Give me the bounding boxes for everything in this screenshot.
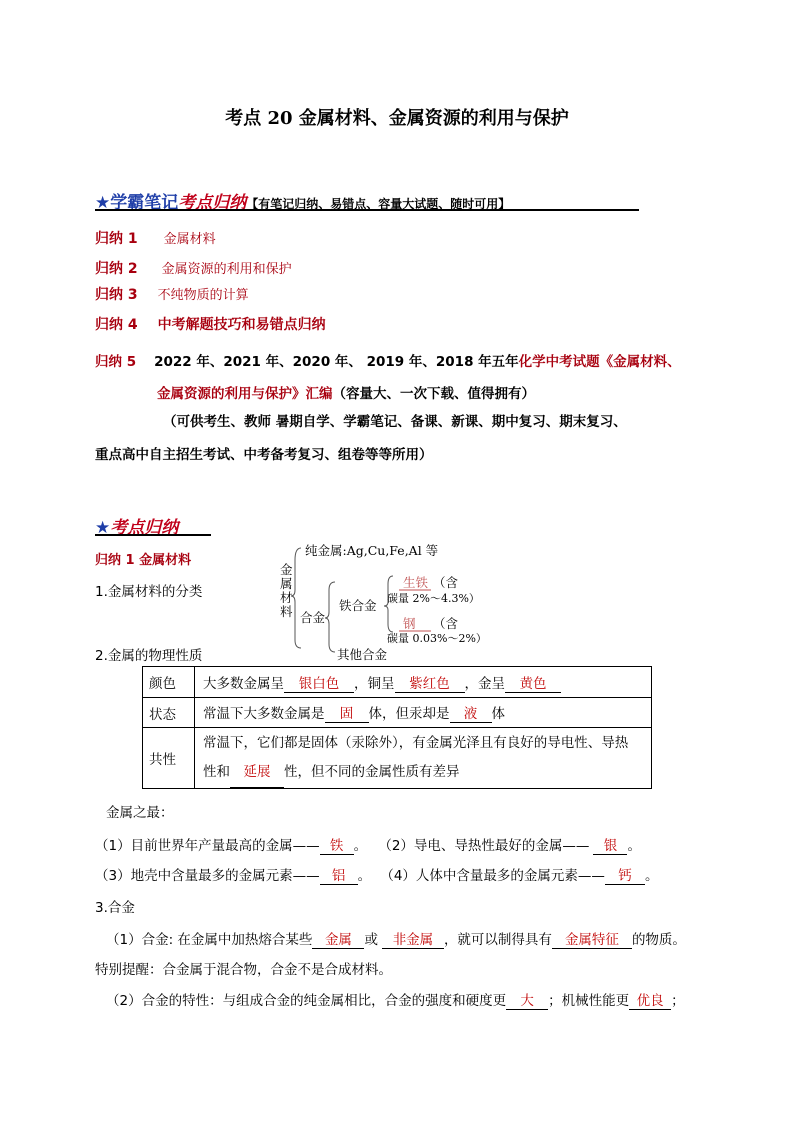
other-alloy-label: 其他合金 xyxy=(337,647,388,662)
star-icon: ★ xyxy=(95,518,111,538)
root-char: 材 xyxy=(280,590,293,605)
steel-han: （含 xyxy=(433,616,459,631)
alloy-label: 合金 xyxy=(300,610,326,625)
pig-iron-han: （含 xyxy=(433,575,459,590)
banner-italic: 考点归纳 xyxy=(178,193,247,213)
answer-blank: 铝 xyxy=(320,864,358,885)
row-color-content: 大多数金属呈 银白色 ，铜呈 紫红色 ，金呈 黄色 xyxy=(195,667,652,698)
answer-blank: 优良 xyxy=(629,989,671,1010)
alloy-definition: （1）合金: 在金属中加热熔合某些 金属 或 非金属 ，就可以制得具有 金属特征 的物质。 xyxy=(106,928,686,949)
sub-heading: 归纳 1 金属材料 xyxy=(95,553,192,568)
extremes-row-1: （1）目前世界年产量最高的金属—— 铁 。 （2）导电、导热性最好的金属—— 银 。 xyxy=(95,834,641,855)
answer-blank: 金属 xyxy=(312,928,364,949)
toc-item-5-line3: （可供考生、教师 暑期自学、学霸笔记、备课、新课、期中复习、期末复习、 xyxy=(163,414,627,430)
row-head-common: 共性 xyxy=(143,728,195,789)
answer-blank: 银 xyxy=(593,834,627,855)
toc-item-1: 归纳 1 金属材料 xyxy=(95,231,216,247)
toc-item-4: 归纳 4 中考解题技巧和易错点归纳 xyxy=(95,317,326,333)
alloy-brace xyxy=(325,582,335,652)
section-underline xyxy=(95,534,211,536)
question-3: 3.合金 xyxy=(95,900,135,916)
pure-metal: 纯金属:Ag,Cu,Fe,Al 等 xyxy=(305,543,439,558)
answer-blank: 银白色 xyxy=(284,672,354,693)
question-1: 1.金属材料的分类 xyxy=(95,584,203,600)
answer-blank: 黄色 xyxy=(505,672,561,693)
row-head-state: 状态 xyxy=(143,698,195,728)
answer-blank: 大 xyxy=(506,989,548,1010)
toc-item-3: 归纳 3 不纯物质的计算 xyxy=(95,287,249,303)
steel-label: 钢 xyxy=(403,616,416,631)
answer-blank: 金属特征 xyxy=(552,928,632,949)
banner-underline xyxy=(95,209,639,211)
banner-main: 学霸笔记 xyxy=(110,193,179,213)
answer-blank: 延展 xyxy=(230,758,284,788)
star-icon: ★ xyxy=(95,193,111,213)
answer-blank: 铁 xyxy=(320,834,354,855)
table-row xyxy=(143,698,652,728)
banner-note: 【有笔记归纳、易错点、容量大试题、随时可用】 xyxy=(246,197,511,211)
answer-blank: 固 xyxy=(325,702,369,723)
answer-blank: 紫红色 xyxy=(395,672,465,693)
root-char: 料 xyxy=(280,604,293,619)
answer-blank: 钙 xyxy=(605,864,645,885)
toc-item-5-line2: 金属资源的利用与保护》汇编（容量大、一次下载、值得拥有） xyxy=(157,386,535,402)
row-state-content: 常温下大多数金属是 固 体，但汞却是 液 体 xyxy=(195,698,652,728)
toc-item-2: 归纳 2 金属资源的利用和保护 xyxy=(95,261,292,277)
root-char: 金 xyxy=(280,562,293,577)
answer-blank: 液 xyxy=(450,702,492,723)
iron-alloy-label: 铁合金 xyxy=(339,598,377,613)
table-row xyxy=(143,667,652,698)
pig-iron-carbon: 碳量 2%～4.3%） xyxy=(387,592,480,605)
answer-blank: 非金属 xyxy=(382,928,444,949)
extremes-row-2: （3）地壳中含量最多的金属元素—— 铝 。 （4）人体中含量最多的金属元素—— 钙 。 xyxy=(95,864,658,885)
page-title: 考点 20 金属材料、金属资源的利用与保护 xyxy=(225,108,569,129)
alloy-tip: 特别提醒：合金属于混合物，合金不是合成材料。 xyxy=(95,962,392,978)
steel-carbon: 碳量 0.03%～2%） xyxy=(387,632,487,645)
pig-iron-label: 生铁 xyxy=(403,575,429,590)
root-char: 属 xyxy=(280,576,293,591)
section-header: ★考点归纳 xyxy=(95,518,179,538)
row-common-content: 常温下，它们都是固体（汞除外），有金属光泽且有良好的导电性、导热 性和 延展 性，但不同的金属性质有差异 xyxy=(195,728,652,789)
toc-item-5-line4: 重点高中自主招生考试、中考备考复习、组卷等等所用） xyxy=(95,447,433,463)
row-head-color: 颜色 xyxy=(143,667,195,698)
classification-diagram xyxy=(275,540,515,664)
properties-table xyxy=(142,666,652,789)
table-row xyxy=(143,728,652,789)
alloy-properties: （2）合金的特性：与组成合金的纯金属相比，合金的强度和硬度更 大 ；机械性能更 优良 ； xyxy=(106,989,685,1010)
extremes-heading: 金属之最： xyxy=(106,805,174,821)
question-2: 2.金属的物理性质 xyxy=(95,648,203,664)
toc-item-5: 归纳 5 2022 年、2021 年、2020 年、 2019 年、2018 年五年化学中考试题《金属材料、 xyxy=(95,354,681,370)
